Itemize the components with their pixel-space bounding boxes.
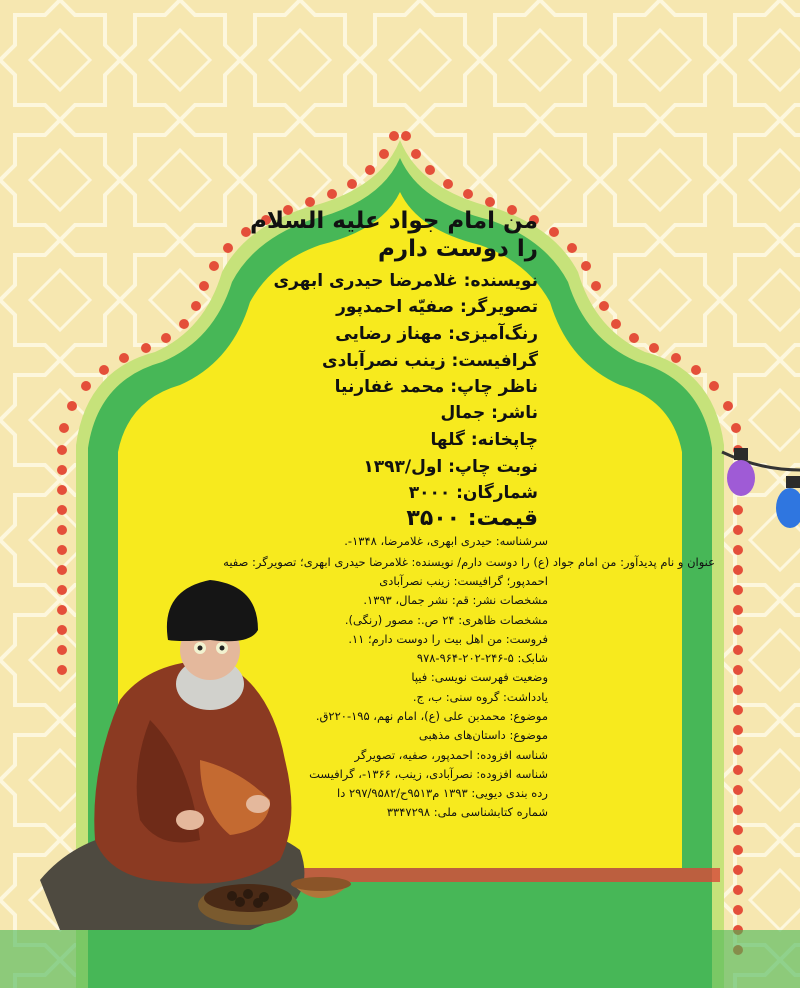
cip-line: احمدپور؛ گرافیست: زینب نصرآبادی <box>379 574 548 588</box>
credit-print-supervisor: ناظر چاپ: محمد غفارنیا <box>334 377 538 397</box>
book-title-line-1: من امام جواد عليه السلام <box>250 208 538 234</box>
cip-line: شماره کتابشناسی ملی: ۳۳۴۷۲۹۸ <box>386 805 548 819</box>
book-title-line-2: را دوست دارم <box>378 236 538 262</box>
cip-line: شناسه افزوده: نصرآبادی، زینب، ۱۳۶۶-، گرافیست <box>309 767 548 781</box>
cip-line: عنوان و نام پدیدآور: من امام جواد (ع) را دوست دارم/ نویسنده: غلامرضا حیدری ابهری؛ تصویرگر: صفیه <box>223 555 715 569</box>
bottom-stripe-green <box>0 930 800 988</box>
credit-print-run: شمارگان: ۳۰۰۰ <box>408 483 538 503</box>
cip-line: وضعیت فهرست نویسی: فیپا <box>411 670 548 684</box>
credit-colorist: رنگ‌آمیزی: مهناز رضایی <box>335 324 538 344</box>
cip-line: رده بندی دیویی: ۱۳۹۳ م۹۵۱۳ح/۲۹۷/۹۵۸۲ دا <box>337 786 548 800</box>
cip-line: موضوع: محمدبن علی (ع)، امام نهم، ۱۹۵-۲۲۰ق. <box>315 709 548 723</box>
date-basket-icon <box>198 884 298 925</box>
cip-line: مشخصات ظاهری: ۲۴ ص.: مصور (رنگی). <box>344 613 548 627</box>
cip-line: شناسه افزوده: احمدپور، صفیه، تصویرگر <box>354 748 548 762</box>
credit-printing-house: چاپخانه: گلها <box>430 430 538 450</box>
price-label: قیمت: ۳۵۰۰ <box>406 506 538 531</box>
cip-line: سرشناسه: حیدری ابهری، غلامرضا، ۱۳۴۸-. <box>344 534 548 548</box>
cip-line: موضوع: داستان‌های مذهبی <box>418 728 548 742</box>
cip-line: فروست: من اهل بیت را دوست دارم؛ ۱۱. <box>348 632 548 646</box>
cip-line: یادداشت: گروه سنی: ب، ج. <box>412 690 548 704</box>
cip-line: شابک: ۵-۲۴۶-۲۰۲-۹۶۴-۹۷۸ <box>416 651 548 665</box>
credit-graphic-designer: گرافیست: زینب نصرآبادی <box>321 351 538 371</box>
credit-publisher: ناشر: جمال <box>440 403 538 423</box>
cip-line: مشخصات نشر: قم: نشر جمال، ۱۳۹۳. <box>363 593 548 607</box>
credit-author: نویسنده: غلامرضا حیدری ابهری <box>273 271 538 291</box>
credit-edition: نوبت چاپ: اول/۱۳۹۳ <box>363 457 538 477</box>
credit-illustrator: تصویرگر: صفیّه احمدپور <box>336 297 538 317</box>
